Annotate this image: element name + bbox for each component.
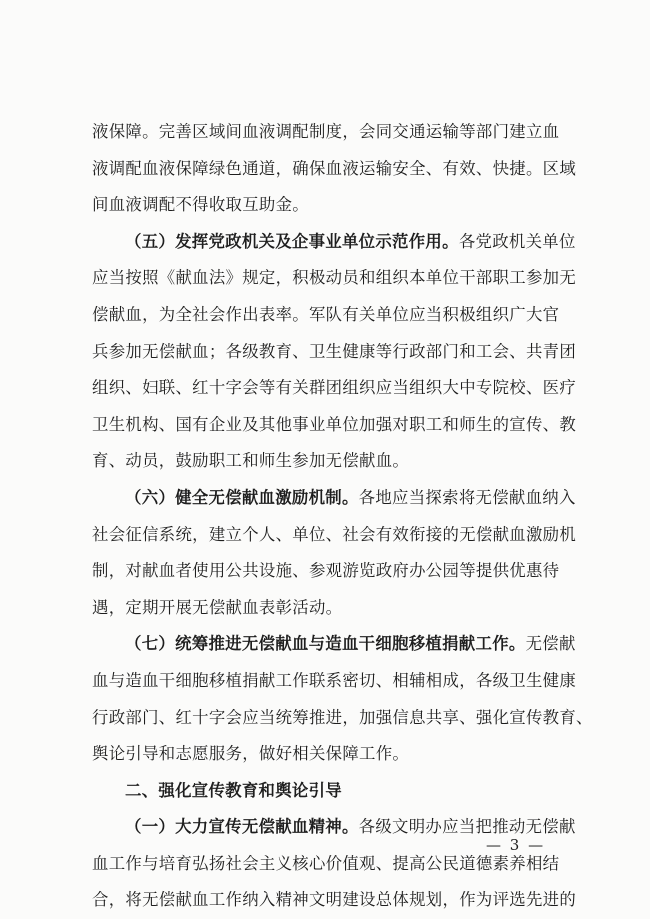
section-heading-2	[92, 773, 576, 810]
body-line: 遇，定期开展无偿献血表彰活动。	[92, 597, 343, 617]
body-line: 组织、妇联、红十字会等有关群团组织应当组织大中专院校、医疗	[92, 378, 577, 398]
body-line: 应当按照《献血法》规定，积极动员和组织本单位干部职工参加无	[92, 268, 577, 288]
body-line: 舆论引导和志愿服务，做好相关保障工作。	[92, 744, 410, 764]
paragraph-6-start: （六）健全无偿献血激励机制。各地应当探索将无偿献血纳入	[125, 487, 576, 507]
paragraph-7-start: （七）统筹推进无偿献血与造血干细胞移植捐献工作。无偿献	[125, 634, 576, 654]
subheading-6: （六）健全无偿献血激励机制。	[125, 487, 359, 507]
body-line: 间血液调配不得收取互助金。	[92, 195, 309, 215]
body-line: 制，对献血者使用公共设施、参观游览政府办公园等提供优惠待	[92, 561, 560, 581]
body-line: 兵参加无偿献血；各级教育、卫生健康等行政部门和工会、共青团	[92, 341, 577, 361]
subheading-7: （七）统筹推进无偿献血与造血干细胞移植捐献工作。	[125, 634, 526, 654]
body-line: 合，将无偿献血工作纳入精神文明建设总体规划，作为评选先进的	[92, 890, 577, 910]
body-line: 偿献血，为全社会作出表率。军队有关单位应当积极组织广大官	[92, 304, 560, 324]
subheading-5: （五）发挥党政机关及企事业单位示范作用。	[125, 231, 459, 251]
body-line: 液保障。完善区域间血液调配制度，会同交通运输等部门建立血	[92, 122, 560, 141]
body-line: 卫生机构、国有企业及其他事业单位加强对职工和师生的宣传、教	[92, 414, 577, 434]
paragraph-5-start: （五）发挥党政机关及企事业单位示范作用。各党政机关单位	[125, 231, 576, 251]
body-line: 液调配血液保障绿色通道，确保血液运输安全、有效、快捷。区域	[92, 158, 577, 178]
body-line: 育、动员，鼓励职工和师生参加无偿献血。	[92, 451, 410, 471]
body-line: 血与造血干细胞移植捐献工作联系密切、相辅相成，各级卫生健康	[92, 670, 577, 690]
document-body	[92, 114, 593, 919]
body-line: 社会征信系统，建立个人、单位、社会有效衔接的无偿献血激励机	[92, 524, 577, 544]
section-title: 二、强化宣传教育和舆论引导	[125, 780, 342, 800]
paragraph-2-1-start: （一）大力宣传无偿献血精神。各级文明办应当把推动无偿献	[125, 817, 576, 837]
body-line: 血工作与培育弘扬社会主义核心价值观、提高公民道德素养相结	[92, 853, 560, 873]
subheading-2-1: （一）大力宣传无偿献血精神。	[125, 817, 359, 837]
page-number: — 3 —	[486, 836, 546, 854]
body-line: 行政部门、红十字会应当统筹推进，加强信息共享、强化宣传教育、	[92, 707, 593, 727]
